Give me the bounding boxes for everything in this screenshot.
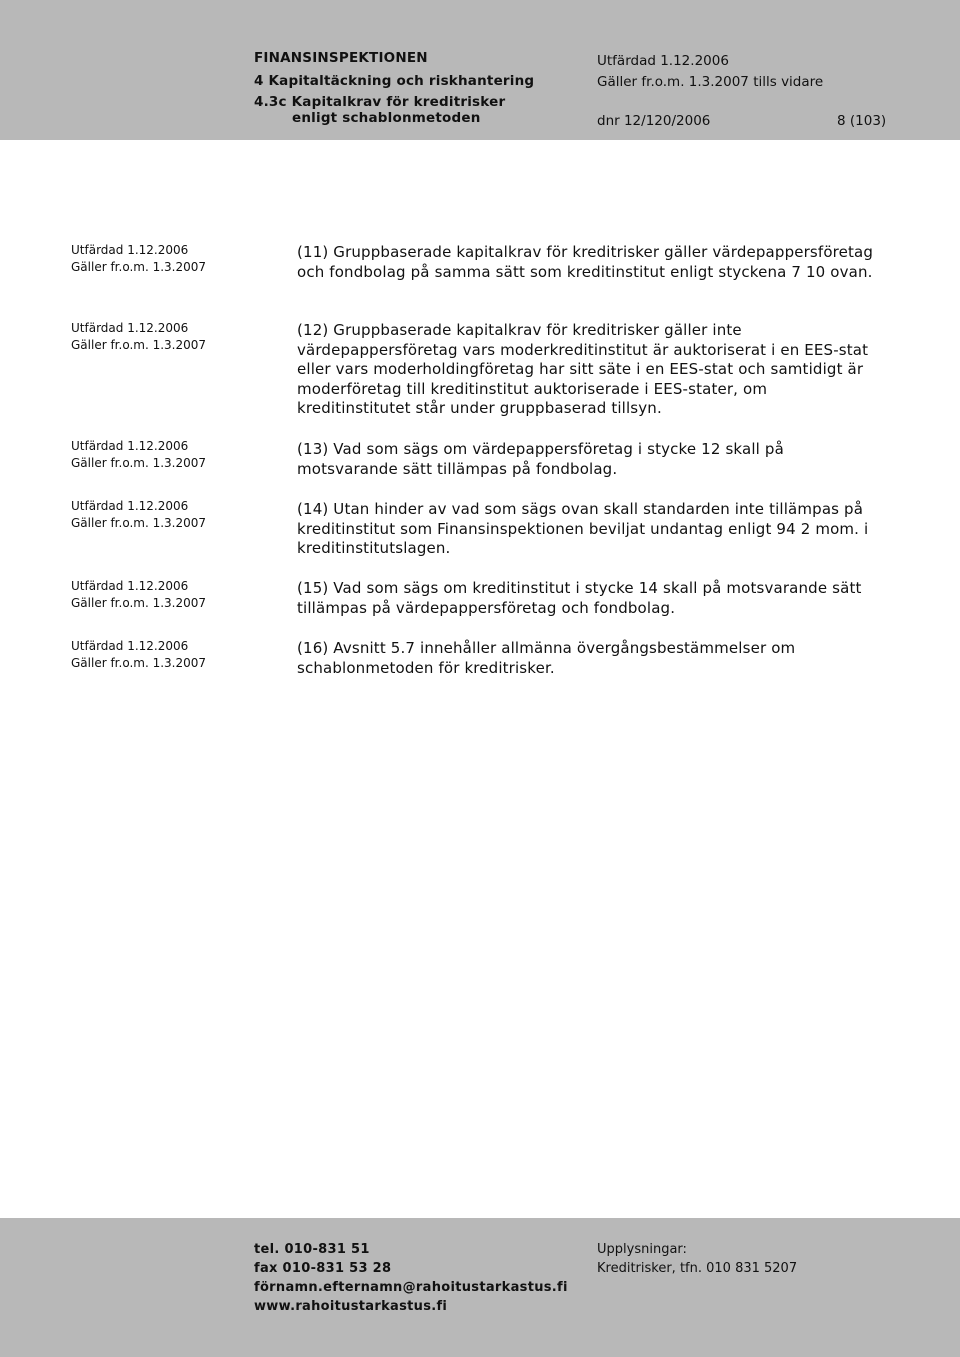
- margin-note-valid: Gäller fr.o.m. 1.3.2007: [71, 656, 207, 670]
- margin-note: [71, 438, 206, 472]
- margin-note-valid: Gäller fr.o.m. 1.3.2007: [71, 596, 207, 610]
- margin-note-issued: Utfärdad 1.12.2006: [71, 579, 189, 593]
- footer-fax: fax 010-831 53 28: [254, 1261, 392, 1276]
- paragraph-12: (12) Gruppbaserade kapitalkrav för kreditrisker gäller inte värdepappersföretag vars moderkreditinstitut är auktoriserat i en EES-stat eller vars moderholdingföretag har sitt säte i en EES-stat och samtidigt är moderföretag till kreditinstitut auktoriserade i EES-stater, om kreditinstitutet står under gruppbaserad tillsyn.: [297, 321, 869, 417]
- header-section-line2: enligt schablonmetoden: [292, 110, 481, 126]
- margin-note-issued: Utfärdad 1.12.2006: [71, 321, 189, 335]
- header-dnr: dnr 12/120/2006: [597, 113, 711, 129]
- margin-note-issued: Utfärdad 1.12.2006: [71, 499, 189, 513]
- margin-note-valid: Gäller fr.o.m. 1.3.2007: [71, 456, 207, 470]
- margin-note: [71, 242, 206, 276]
- margin-note-issued: Utfärdad 1.12.2006: [71, 639, 189, 653]
- margin-note-valid: Gäller fr.o.m. 1.3.2007: [71, 260, 207, 274]
- paragraph-14: (14) Utan hinder av vad som sägs ovan skall standarden inte tillämpas på kreditinstitut som Finansinspektionen beviljat undantag enligt 94 2 mom. i kreditinstitutslagen.: [297, 500, 869, 557]
- margin-note-valid: Gäller fr.o.m. 1.3.2007: [71, 338, 207, 352]
- footer-info-label: Upplysningar:: [597, 1242, 687, 1257]
- footer-tel: tel. 010-831 51: [254, 1242, 370, 1257]
- paragraph-16: (16) Avsnitt 5.7 innehåller allmänna övergångsbestämmelser om schablonmetoden för kreditrisker.: [297, 639, 796, 677]
- margin-note: [71, 320, 206, 354]
- header-page-number: 8 (103): [837, 113, 887, 129]
- paragraph-11: (11) Gruppbaserade kapitalkrav för kreditrisker gäller värdepappersföretag och fondbolag på samma sätt som kreditinstitut enligt styckena 7 10 ovan.: [297, 243, 874, 281]
- header-valid: Gäller fr.o.m. 1.3.2007 tills vidare: [597, 74, 824, 90]
- footer-website: www.rahoitustarkastus.fi: [254, 1299, 448, 1314]
- margin-note-valid: Gäller fr.o.m. 1.3.2007: [71, 516, 207, 530]
- margin-note: [71, 578, 206, 612]
- margin-note: [71, 498, 206, 532]
- footer-email: förnamn.efternamn@rahoitustarkastus.fi: [254, 1280, 568, 1295]
- margin-note-issued: Utfärdad 1.12.2006: [71, 439, 189, 453]
- footer-info-value: Kreditrisker, tfn. 010 831 5207: [597, 1261, 798, 1276]
- header-org: FINANSINSPEKTIONEN: [254, 50, 428, 66]
- paragraph-13: (13) Vad som sägs om värdepappersföretag i stycke 12 skall på motsvarande sätt tillämpas på fondbolag.: [297, 440, 784, 478]
- header-issued: Utfärdad 1.12.2006: [597, 53, 729, 69]
- paragraph-15: (15) Vad som sägs om kreditinstitut i stycke 14 skall på motsvarande sätt tillämpas på värdepappersföretag och fondbolag.: [297, 579, 862, 617]
- margin-note: [71, 638, 206, 672]
- page-header: [0, 0, 960, 140]
- page-footer: [0, 1218, 960, 1357]
- header-section-line1: 4.3c Kapitalkrav för kreditrisker: [254, 94, 506, 110]
- margin-note-issued: Utfärdad 1.12.2006: [71, 243, 189, 257]
- header-chapter: 4 Kapitaltäckning och riskhantering: [254, 73, 535, 89]
